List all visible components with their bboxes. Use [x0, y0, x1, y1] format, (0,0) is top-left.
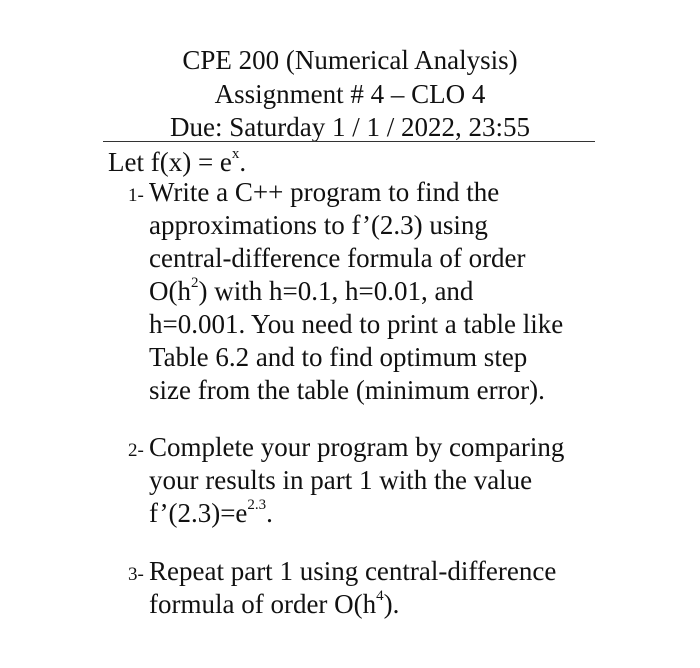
task-2-line-3-suffix: . [266, 498, 273, 528]
task-number-3: 3- [128, 564, 144, 585]
task-2-line-3-prefix: f’(2.3)=e [149, 498, 248, 528]
task-3-line-2-suffix: ). [383, 589, 400, 619]
task-1-line-2: approximations to f’(2.3) using [149, 210, 488, 240]
task-1-line-3: central-difference formula of order [149, 243, 526, 273]
task-2-line-3 [149, 497, 564, 530]
task-text-1 [149, 176, 563, 407]
task-1-line-1: Write a C++ program to find the [149, 177, 500, 207]
task-number-1: 1- [128, 185, 144, 206]
function-definition-prefix: Let f(x) = e [108, 147, 232, 177]
task-1-line-4 [149, 275, 563, 308]
task-1-line-7: size from the table (minimum error). [149, 375, 545, 405]
header-divider [103, 141, 595, 142]
order-exponent: 2 [191, 275, 199, 291]
function-definition-suffix: . [239, 147, 247, 177]
assignment-header [0, 44, 700, 145]
function-definition [108, 146, 246, 179]
course-title: CPE 200 (Numerical Analysis) [182, 45, 518, 75]
task-number-2: 2- [128, 440, 144, 461]
function-exponent: x [231, 146, 240, 162]
task-1-line-5: h=0.001. You need to print a table like [149, 309, 564, 339]
value-exponent: 2.3 [247, 497, 267, 513]
task-2-line-2: your results in part 1 with the value [149, 465, 533, 495]
task-text-3 [149, 555, 556, 621]
task-1-line-4-suffix: ) with h=0.1, h=0.01, and [198, 276, 474, 306]
task-2-line-1: Complete your program by comparing [149, 432, 565, 462]
order-exponent-4: 4 [376, 588, 384, 604]
task-3-line-2 [149, 588, 556, 621]
task-3-line-1: Repeat part 1 using central-difference [149, 556, 557, 586]
task-3-line-2-prefix: formula of order O(h [149, 589, 377, 619]
task-text-2 [149, 431, 564, 530]
assignment-title: Assignment # 4 – CLO 4 [214, 78, 486, 109]
task-1-line-4-prefix: O(h [149, 276, 191, 306]
task-1-line-6: Table 6.2 and to find optimum step [149, 342, 528, 372]
due-date: Due: Saturday 1 / 1 / 2022, 23:55 [170, 112, 530, 142]
